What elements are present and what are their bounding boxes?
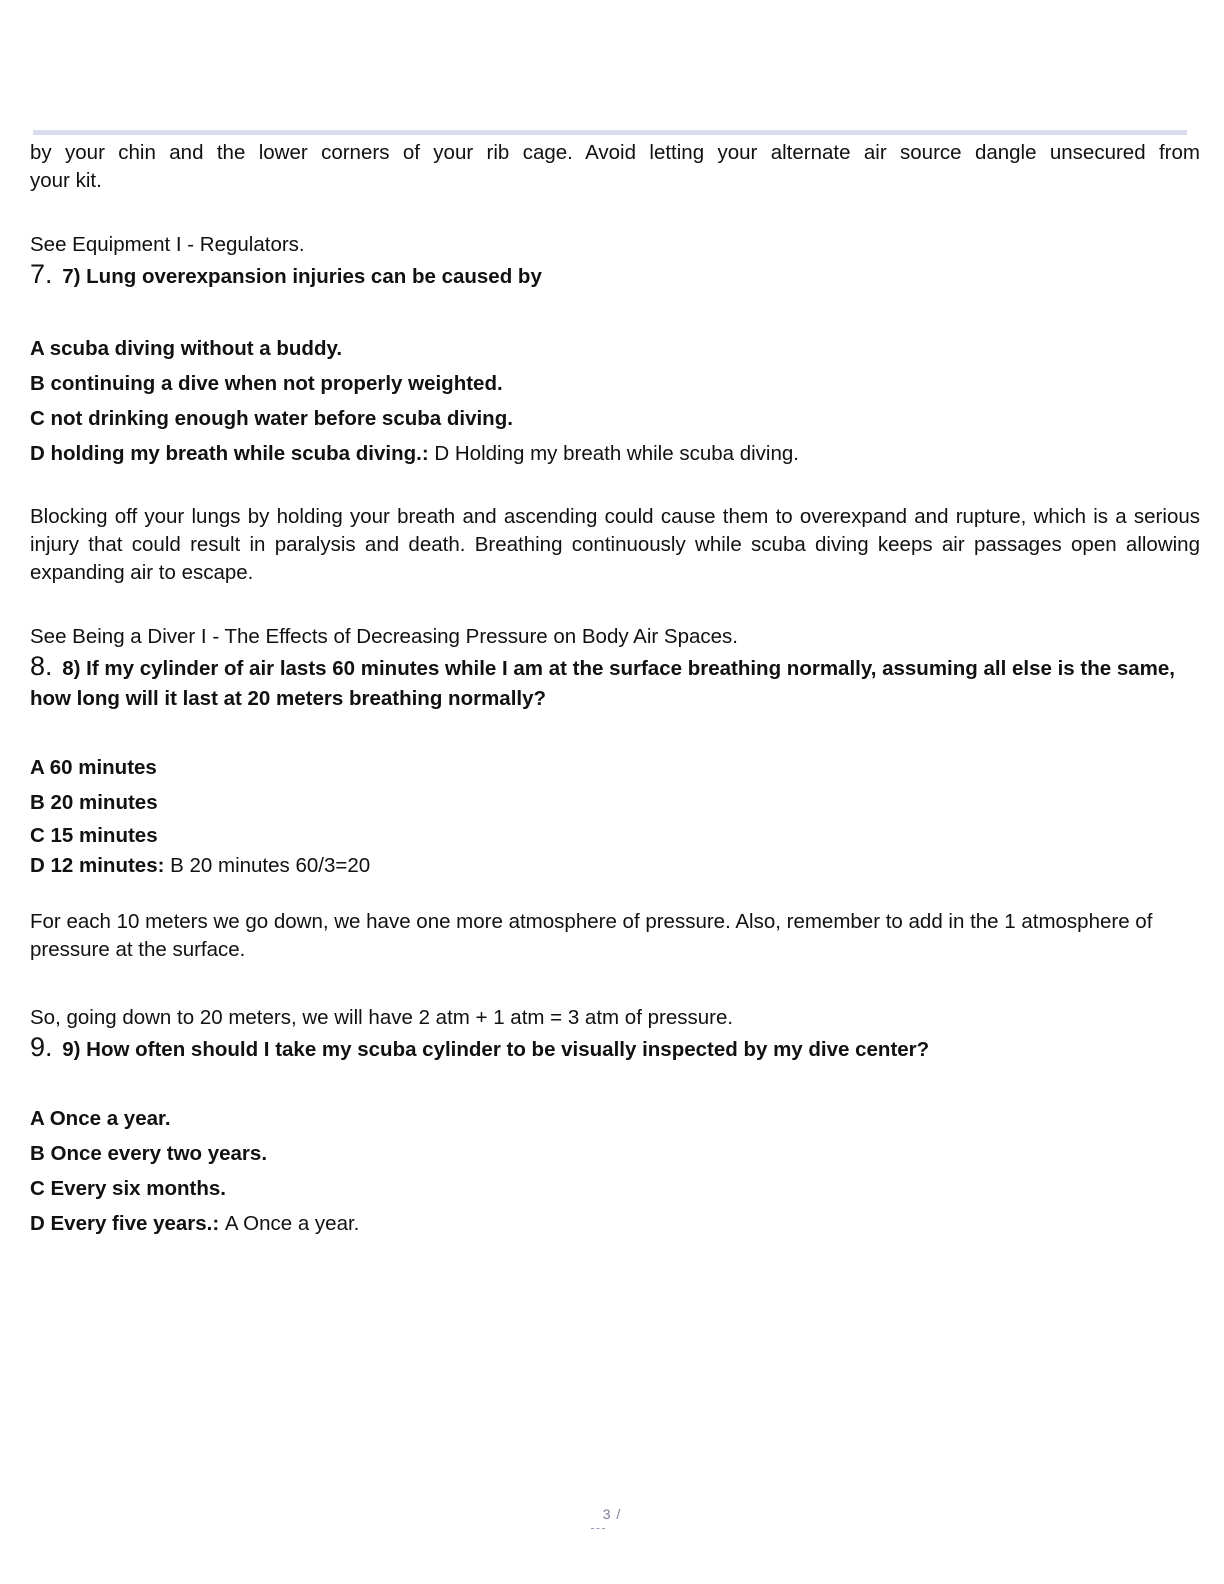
option-a: A 60 minutes	[30, 756, 157, 779]
spacer	[30, 964, 1200, 1004]
question-text: 7) Lung overexpansion injuries can be caused by	[62, 265, 542, 288]
reference-text: See Equipment I - Regulators.	[30, 233, 305, 256]
option-d	[30, 436, 1200, 471]
intro-paragraph	[30, 139, 1200, 167]
option-b: B Once every two years.	[30, 1142, 268, 1165]
option-d	[30, 1206, 1200, 1241]
page-number: 3 /	[602, 1506, 622, 1522]
option-c: C Every six months.	[30, 1177, 226, 1200]
question-number: 9.	[30, 1032, 53, 1062]
question-8	[30, 651, 1200, 714]
spacer	[30, 1065, 1200, 1101]
spacer	[30, 471, 1200, 503]
spacer	[30, 714, 1200, 750]
intro-line-1: by your chin and the lower corners of your rib cage. Avoid letting your alternate air source dangle unsecured from	[30, 141, 1200, 164]
page-number-underline	[591, 1528, 605, 1529]
answer-text: B 20 minutes 60/3=20	[170, 854, 371, 877]
reference-text: See Being a Diver I - The Effects of Decreasing Pressure on Body Air Spaces.	[30, 625, 738, 648]
explanation-paragraph: Blocking off your lungs by holding your breath and ascending could cause them to overexpand and rupture, which is a serious injury that could result in paralysis and death. Breathing continuously while scuba diving keeps air passages open allowing expanding air to escape.	[30, 505, 1200, 584]
option-a: A Once a year.	[30, 1107, 171, 1130]
option-d-label: D 12 minutes:	[30, 854, 165, 877]
spacer	[30, 195, 1200, 231]
option-c: C 15 minutes	[30, 824, 158, 847]
option-d	[30, 852, 1200, 880]
option-b: B continuing a dive when not properly weighted.	[30, 372, 503, 395]
intro-line-2: your kit.	[30, 169, 102, 192]
question-text: 9) How often should I take my scuba cylinder to be visually inspected by my dive center?	[62, 1038, 930, 1061]
option-a: A scuba diving without a buddy.	[30, 337, 343, 360]
document-body	[30, 139, 1200, 1241]
spacer	[30, 880, 1200, 908]
explanation-paragraph: For each 10 meters we go down, we have one more atmosphere of pressure. Also, remember to add in the 1 atmosphere of pressure at the surface.	[30, 910, 1153, 961]
question-9	[30, 1032, 1200, 1065]
option-c: C not drinking enough water before scuba diving.	[30, 407, 513, 430]
question-number: 7.	[30, 259, 53, 289]
header-divider	[33, 130, 1187, 135]
question-7	[30, 259, 1200, 292]
option-d-label: D Every five years.:	[30, 1212, 220, 1235]
question-text: 8) If my cylinder of air lasts 60 minutes while I am at the surface breathing normally, assuming all else is the same, how long will it last at 20 meters breathing normally?	[30, 657, 1175, 710]
answer-text: A Once a year.	[224, 1212, 360, 1235]
reference-text: So, going down to 20 meters, we will have 2 atm + 1 atm = 3 atm of pressure.	[30, 1006, 734, 1029]
spacer	[30, 292, 1200, 331]
spacer	[30, 587, 1200, 623]
option-b: B 20 minutes	[30, 791, 158, 814]
question-number: 8.	[30, 651, 53, 681]
option-d-label: D holding my breath while scuba diving.:	[30, 442, 429, 465]
answer-text: D Holding my breath while scuba diving.	[434, 442, 799, 465]
